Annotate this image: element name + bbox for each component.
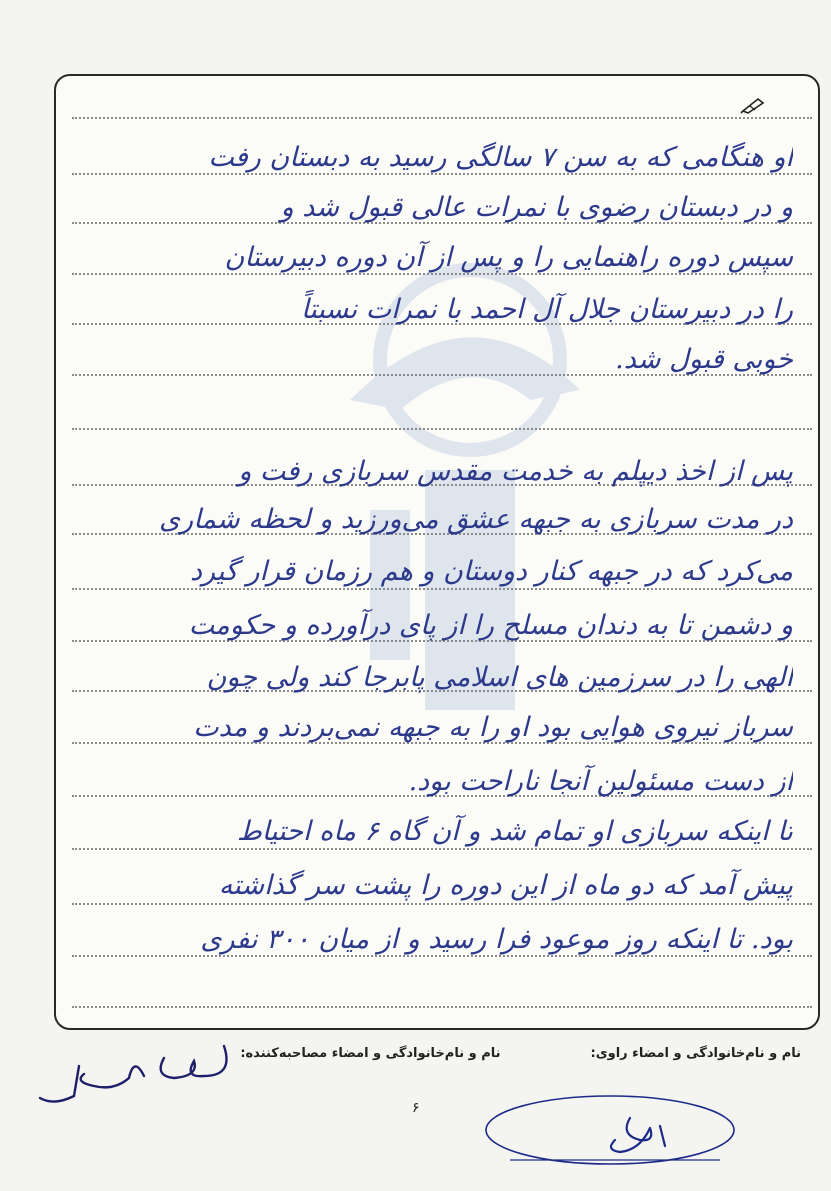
handwritten-line: سپس دوره راهنمایی را و پس از آن دوره دبیرستان bbox=[224, 242, 793, 273]
handwritten-line: و در دبستان رضوی با نمرات عالی قبول شد و bbox=[280, 192, 793, 223]
ruled-line bbox=[72, 1006, 812, 1008]
page-number: ۶ bbox=[412, 1100, 420, 1116]
handwritten-line: بود. تا اینکه روز موعود فرا رسید و از میان ۳۰۰ نفری bbox=[200, 924, 793, 955]
handwritten-line: پس از اخذ دیپلم به خدمت مقدس سربازی رفت و bbox=[238, 456, 793, 487]
interviewer-signature-label: نام و نام‌خانوادگی و امضاء مصاحبه‌کننده: bbox=[240, 1045, 501, 1061]
handwritten-line: او هنگامی که به سن ۷ سالگی رسید به دبستان رفت bbox=[208, 142, 793, 173]
handwritten-line: می‌کرد که در جبهه کنار دوستان و هم رزمان قرار گیرد bbox=[190, 556, 793, 587]
handwritten-line: سرباز نیروی هوایی بود او را به جبهه نمی‌بردند و مدت bbox=[193, 712, 793, 743]
handwritten-line: الهی را در سرزمین های اسلامی پابرجا کند ولی چون bbox=[206, 662, 793, 693]
handwritten-line bbox=[53, 394, 793, 434]
handwritten-line: از دست مسئولین آنجا ناراحت بود. bbox=[408, 766, 793, 797]
pen-icon bbox=[740, 96, 766, 114]
handwritten-line: را در دبیرستان جلال آل احمد با نمرات نسبتاً bbox=[301, 294, 793, 325]
handwritten-line: پیش آمد که دو ماه از این دوره را پشت سر گذاشته bbox=[218, 870, 793, 901]
interviewer-signature bbox=[480, 1090, 740, 1170]
narrator-signature-label: نام و نام‌خانوادگی و امضاء راوی: bbox=[590, 1045, 801, 1061]
narrator-signature bbox=[34, 1036, 244, 1106]
ruled-line bbox=[72, 117, 812, 119]
handwritten-line: در مدت سربازی به جبهه عشق می‌ورزید و لحظه شماری bbox=[159, 504, 793, 535]
handwritten-line: خوبی قبول شد. bbox=[615, 344, 793, 375]
handwritten-line: و دشمن تا به دندان مسلح را از پای درآورده و حکومت bbox=[188, 610, 793, 641]
handwritten-line: تا اینکه سربازی او تمام شد و آن گاه ۶ ماه احتیاط bbox=[236, 816, 793, 847]
